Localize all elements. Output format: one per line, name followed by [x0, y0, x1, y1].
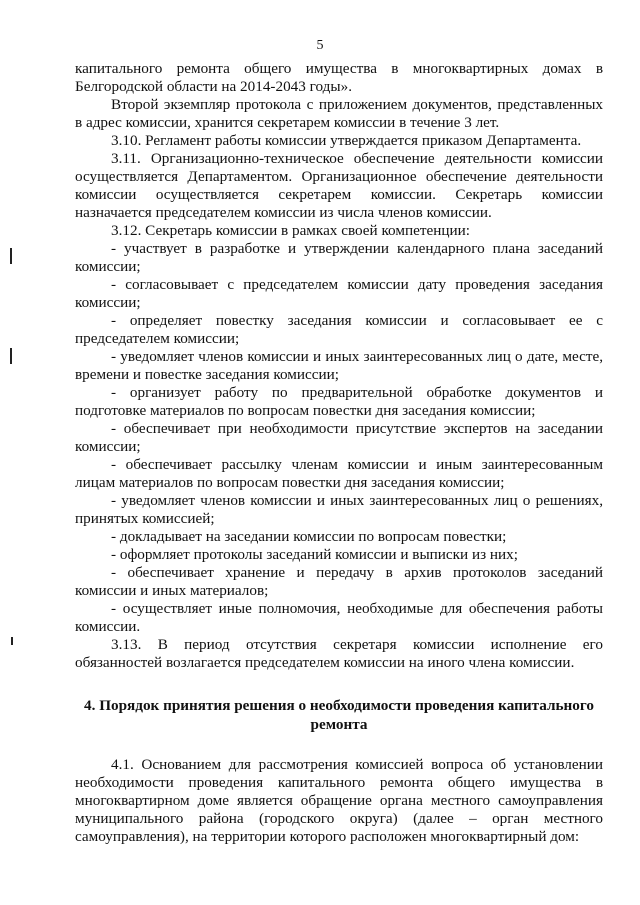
left-margin-mark	[10, 348, 12, 364]
paragraph: 3.11. Организационно-техническое обеспечение деятельности комиссии осуществляется Департаментом. Организационное обеспечение деятельности комиссии осуществляется секретарем комиссии. Секретарь комиссии назначается председателем комиссии из числа членов комиссии.	[75, 150, 603, 221]
list-item: - обеспечивает при необходимости присутствие экспертов на заседании комиссии;	[75, 420, 603, 455]
page-number: 5	[316, 38, 324, 53]
list-item: - обеспечивает хранение и передачу в архив протоколов заседаний комиссии и иных материалов;	[75, 564, 603, 599]
list-item: - уведомляет членов комиссии и иных заинтересованных лиц о решениях, принятых комиссией;	[75, 492, 603, 527]
paragraph: 3.12. Секретарь комиссии в рамках своей компетенции:	[111, 222, 470, 239]
paragraph: 3.10. Регламент работы комиссии утверждается приказом Департамента.	[111, 132, 582, 149]
list-item: - уведомляет членов комиссии и иных заинтересованных лиц о дате, месте, времени и повестке заседания комиссии;	[75, 348, 603, 383]
list-item: - оформляет протоколы заседаний комиссии и выписки из них;	[111, 546, 518, 563]
paragraph: капитального ремонта общего имущества в многоквартирных домах в Белгородской области на 2014-2043 годы».	[75, 60, 603, 95]
left-margin-mark	[10, 248, 12, 264]
list-item: - обеспечивает рассылку членам комиссии и иным заинтересованным лицам материалов по вопросам повестки дня заседания комиссии;	[75, 456, 603, 491]
list-item: - осуществляет иные полномочия, необходимые для обеспечения работы комиссии.	[75, 600, 603, 635]
document-body	[75, 60, 603, 846]
list-item: - определяет повестку заседания комиссии и согласовывает ее с председателем комиссии;	[75, 312, 603, 347]
paragraph: Второй экземпляр протокола с приложением документов, представленных в адрес комиссии, хранится секретарем комиссии в течение 3 лет.	[75, 96, 603, 131]
paragraph: 3.13. В период отсутствия секретаря комиссии исполнение его обязанностей возлагается председателем комиссии на иного члена комиссии.	[75, 636, 603, 671]
paragraph: 4.1. Основанием для рассмотрения комиссией вопроса об установлении необходимости проведения капитального ремонта общего имущества в многоквартирном доме является обращение органа местного самоуправления муниципального района (городского округа) (далее – орган местного самоуправления), на территории которого расположен многоквартирный дом:	[75, 756, 603, 845]
list-item: - докладывает на заседании комиссии по вопросам повестки;	[111, 528, 507, 545]
list-item: - участвует в разработке и утверждении календарного плана заседаний комиссии;	[75, 240, 603, 275]
list-item: - организует работу по предварительной обработке документов и подготовке материалов по вопросам повестки дня заседания комиссии;	[75, 384, 603, 419]
section-heading: 4. Порядок принятия решения о необходимости проведения капитального ремонта	[84, 697, 594, 733]
list-item: - согласовывает с председателем комиссии дату проведения заседания комиссии;	[75, 276, 603, 311]
left-margin-mark	[11, 637, 13, 645]
